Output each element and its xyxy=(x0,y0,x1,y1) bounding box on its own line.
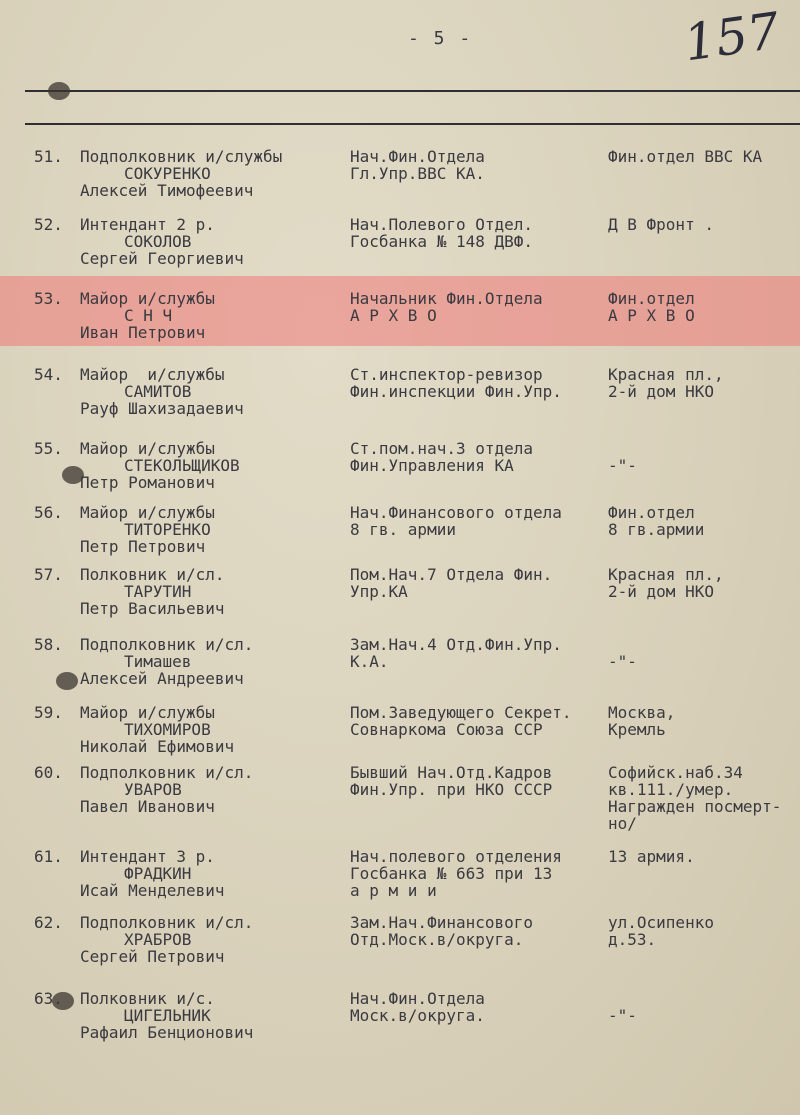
entry-position-line: Госбанка № 663 при 13 xyxy=(350,864,553,883)
entry-number: 53. xyxy=(34,289,63,308)
entry-position-line: Упр.КА xyxy=(350,582,408,601)
entry-number: 62. xyxy=(34,913,63,932)
entry-number: 52. xyxy=(34,215,63,234)
entry-address-line: А Р Х В О xyxy=(608,306,695,325)
entry-address-line: Кремль xyxy=(608,720,666,739)
entry-position-line: Нач.Фин.Отдела xyxy=(350,147,485,166)
page-number: - 5 - xyxy=(408,28,473,49)
entry-position-line: К.А. xyxy=(350,652,389,671)
entry-rank: Полковник и/с. xyxy=(80,989,215,1008)
entry-address-line: но/ xyxy=(608,814,637,833)
entry-position-line: Ст.инспектор-ревизор xyxy=(350,365,543,384)
entry-position-line: Госбанка № 148 ДВФ. xyxy=(350,232,534,251)
entry-address-line: -"- xyxy=(608,1006,637,1025)
entry-given-name: Петр Петрович xyxy=(80,537,206,556)
entry-rank: Майор и/службы xyxy=(80,503,215,522)
entry-surname: С Н Ч xyxy=(124,306,173,325)
entry-rank: Подполковник и/сл. xyxy=(80,635,254,654)
entry-surname: ТИХОМИРОВ xyxy=(124,720,211,739)
header-rule-bottom xyxy=(25,123,800,125)
entry-given-name: Сергей Петрович xyxy=(80,947,225,966)
entry-surname: САМИТОВ xyxy=(124,382,192,401)
entry-address-line: Софийск.наб.34 xyxy=(608,763,743,782)
entry-given-name: Николай Ефимович xyxy=(80,737,235,756)
entry-number: 57. xyxy=(34,565,63,584)
entry-surname: СТЕКОЛЬЩИКОВ xyxy=(124,456,240,475)
entry-number: 54. xyxy=(34,365,63,384)
entry-rank: Подполковник и/службы xyxy=(80,147,283,166)
entry-position-line: Фин.инспекции Фин.Упр. xyxy=(350,382,562,401)
entry-position-line: Нач.Фин.Отдела xyxy=(350,989,485,1008)
entry-rank: Майор и/службы xyxy=(80,703,215,722)
entry-position-line: А Р Х В О xyxy=(350,306,437,325)
entry-given-name: Исай Менделевич xyxy=(80,881,225,900)
entry-position-line: Зам.Нач.Финансового xyxy=(350,913,534,932)
entry-rank: Интендант 2 р. xyxy=(80,215,215,234)
entry-position-line: Зам.Нач.4 Отд.Фин.Упр. xyxy=(350,635,562,654)
entry-rank: Полковник и/сл. xyxy=(80,565,225,584)
entry-position-line: а р м и и xyxy=(350,881,437,900)
entry-rank: Подполковник и/сл. xyxy=(80,763,254,782)
entry-surname: ТАРУТИН xyxy=(124,582,192,601)
entry-address-line: Фин.отдел ВВС КА xyxy=(608,147,763,166)
entry-address-line: д.53. xyxy=(608,930,657,949)
entry-address-line: кв.111./умер. xyxy=(608,780,734,799)
entry-position-line: Ст.пом.нач.3 отдела xyxy=(350,439,534,458)
entry-rank: Майор и/службы xyxy=(80,439,215,458)
entry-address-line: Фин.отдел xyxy=(608,503,695,522)
entry-position-line: Фин.Упр. при НКО СССР xyxy=(350,780,553,799)
entry-number: 59. xyxy=(34,703,63,722)
entry-address-line: Награжден посмерт- xyxy=(608,797,782,816)
entry-rank: Подполковник и/сл. xyxy=(80,913,254,932)
entry-address-line: 13 армия. xyxy=(608,847,695,866)
entry-given-name: Павел Иванович xyxy=(80,797,215,816)
entry-rank: Майор и/службы xyxy=(80,289,215,308)
entry-position-line: Начальник Фин.Отдела xyxy=(350,289,543,308)
entry-surname: Тимашев xyxy=(124,652,192,671)
entry-number: 63. xyxy=(34,989,63,1008)
entry-surname: ЦИГЕЛЬНИК xyxy=(124,1006,211,1025)
entry-given-name: Сергей Георгиевич xyxy=(80,249,244,268)
entry-rank: Интендант 3 р. xyxy=(80,847,215,866)
entry-surname: ХРАБРОВ xyxy=(124,930,192,949)
entry-position-line: Пом.Нач.7 Отдела Фин. xyxy=(350,565,553,584)
entry-position-line: Нач.Финансового отдела xyxy=(350,503,562,522)
entry-address-line: 2-й дом НКО xyxy=(608,582,714,601)
entry-surname: ФРАДКИН xyxy=(124,864,192,883)
entry-number: 61. xyxy=(34,847,63,866)
entry-surname: ТИТОРЕНКО xyxy=(124,520,211,539)
entry-address-line: Красная пл., xyxy=(608,365,724,384)
entry-position-line: Фин.Управления КА xyxy=(350,456,514,475)
entry-given-name: Петр Васильевич xyxy=(80,599,225,618)
entry-given-name: Алексей Андреевич xyxy=(80,669,244,688)
entry-number: 58. xyxy=(34,635,63,654)
entry-address-line: Москва, xyxy=(608,703,676,722)
entry-position-line: Пом.Заведующего Секрет. xyxy=(350,703,572,722)
punch-hole xyxy=(56,672,78,690)
entry-address-line: -"- xyxy=(608,652,637,671)
entry-given-name: Иван Петрович xyxy=(80,323,206,342)
entry-address-line: 8 гв.армии xyxy=(608,520,705,539)
entry-number: 56. xyxy=(34,503,63,522)
entry-surname: УВАРОВ xyxy=(124,780,182,799)
entry-address-line: 2-й дом НКО xyxy=(608,382,714,401)
entry-position-line: Бывший Нач.Отд.Кадров xyxy=(350,763,553,782)
entry-rank: Майор и/службы xyxy=(80,365,225,384)
entry-position-line: Отд.Моск.в/округа. xyxy=(350,930,524,949)
entry-position-line: Нач.полевого отделения xyxy=(350,847,562,866)
entry-surname: СОКУРЕНКО xyxy=(124,164,211,183)
header-rule-top xyxy=(25,90,800,92)
entry-address-line: -"- xyxy=(608,456,637,475)
entry-given-name: Алексей Тимофеевич xyxy=(80,181,254,200)
entry-number: 55. xyxy=(34,439,63,458)
entry-given-name: Рауф Шахизадаевич xyxy=(80,399,244,418)
punch-hole xyxy=(48,82,70,100)
entry-position-line: Совнаркома Союза ССР xyxy=(350,720,543,739)
entry-number: 60. xyxy=(34,763,63,782)
entry-number: 51. xyxy=(34,147,63,166)
entry-given-name: Петр Романович xyxy=(80,473,215,492)
entry-address-line: Фин.отдел xyxy=(608,289,695,308)
entry-position-line: 8 гв. армии xyxy=(350,520,456,539)
handwritten-folio-number: 157 xyxy=(680,1,784,73)
entry-address-line: Д В Фронт . xyxy=(608,215,714,234)
entry-position-line: Гл.Упр.ВВС КА. xyxy=(350,164,485,183)
entry-address-line: Красная пл., xyxy=(608,565,724,584)
entry-address-line: ул.Осипенко xyxy=(608,913,714,932)
entry-surname: СОКОЛОВ xyxy=(124,232,192,251)
entry-given-name: Рафаил Бенционович xyxy=(80,1023,254,1042)
entry-position-line: Нач.Полевого Отдел. xyxy=(350,215,534,234)
entry-position-line: Моск.в/округа. xyxy=(350,1006,485,1025)
